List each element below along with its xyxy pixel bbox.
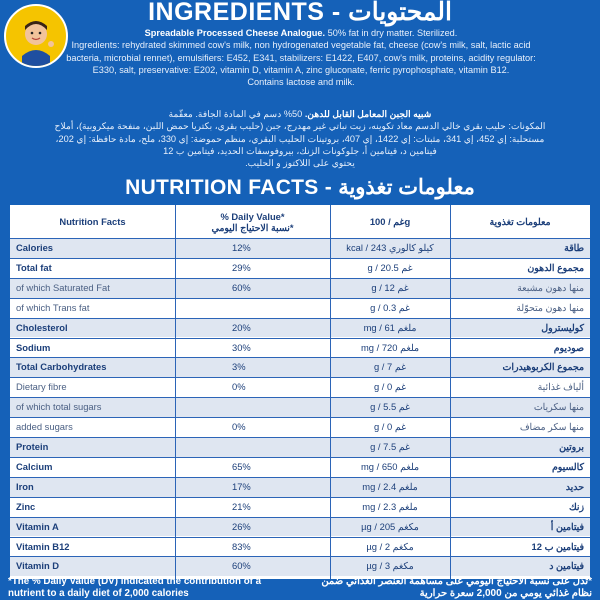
- table-row: [10, 238, 590, 258]
- nutrient-name-ar: فيتامين د: [549, 560, 584, 572]
- ingredients-english: [62, 27, 540, 88]
- nutrient-name-en: of which total sugars: [16, 401, 102, 413]
- daily-value: 20%: [232, 321, 251, 333]
- header-dv-en: % Daily Value*: [220, 210, 285, 222]
- nutrient-name-en: Vitamin B12: [16, 540, 70, 552]
- daily-value: 0%: [232, 381, 246, 393]
- nutrient-name-en: Calories: [16, 242, 53, 253]
- daily-value: 60%: [232, 560, 251, 572]
- daily-value: 29%: [232, 261, 251, 273]
- table-row: [10, 377, 590, 397]
- daily-value: 26%: [232, 520, 251, 532]
- footnote-ar: *تدل على نسبة الاحتياج اليومي على مساهمة العنصر الغذائي ضمن نظام غذائي يومي من 2,000 سعرة حرارية: [321, 576, 592, 599]
- nutrient-name-ar: بروتين: [559, 441, 584, 452]
- daily-value: 83%: [232, 540, 251, 552]
- table-row: [10, 556, 590, 576]
- amount-per-100g: غم 5.5 / g: [370, 401, 410, 413]
- amount-per-100g: مكغم 3 / µg: [366, 560, 414, 572]
- amount-per-100g: ملغم 2.4 / mg: [362, 480, 418, 492]
- product-desc-ar: 50% دسم في المادة الجافة. معقّمة: [168, 109, 303, 119]
- table-header: [10, 205, 590, 238]
- allergen-note-en: Contains lactose and milk.: [247, 77, 355, 88]
- ingredients-arabic: [52, 108, 548, 169]
- daily-value: 21%: [232, 500, 251, 512]
- nutrient-name-en: Vitamin A: [16, 520, 59, 532]
- daily-value: [175, 438, 330, 457]
- amount-per-100g: غم 7 / g: [373, 361, 406, 373]
- daily-value: 3%: [232, 361, 246, 373]
- nutrition-table: [10, 205, 590, 579]
- daily-value: [175, 398, 330, 417]
- product-desc-en: 50% fat in dry matter. Sterilized.: [327, 28, 458, 38]
- table-row: [10, 397, 590, 417]
- nutrient-name-en: Vitamin D: [16, 560, 60, 572]
- allergen-note-ar: يحتوي على اللاكتوز و الحليب.: [245, 158, 355, 169]
- header-facts-en: Nutrition Facts: [59, 216, 126, 227]
- product-name-en: Spreadable Processed Cheese Analogue.: [144, 28, 326, 38]
- amount-per-100g: غم 0.3 / g: [370, 301, 410, 313]
- daily-value: 30%: [232, 341, 251, 353]
- nutrient-name-ar: فيتامين ب 12: [531, 540, 584, 552]
- nutrient-name-en: Protein: [16, 441, 49, 452]
- nutrient-name-en: Total Carbohydrates: [16, 361, 107, 373]
- ingredients-list-ar: المكونات: حليب بقري خالي الدسم معاد تكوينه، زيت نباتي غير مهدرج، جبن (حليب بقري، بكتريا حمض اللبن، منفحة ميكروبية)، أملاح مستحلبة: إي 452، إي 341، مثبتات: إي 1422، إي 407، بروتينات الحليب البقري، منظم حموضة: إي 330، ملح، مادة حافظة: إي 202، فيتامين د، فيتامين أ، جلوكونات الزنك، بيروفوسفات الحديد، فيتامين ب 12: [54, 121, 546, 156]
- amount-per-100g: مكغم 205 / µg: [361, 520, 419, 532]
- table-row: [10, 278, 590, 298]
- nutrient-name-ar: منها دهون مشبعة: [517, 281, 584, 293]
- column-divider: [330, 205, 331, 579]
- nutrient-name-ar: صوديوم: [553, 341, 584, 353]
- nutrient-name-en: Iron: [16, 480, 34, 492]
- header-daily-value: [175, 205, 330, 238]
- table-row: [10, 258, 590, 278]
- nutrient-name-ar: مجموع الدهون: [527, 261, 584, 273]
- amount-per-100g: غم 7.5 / g: [370, 441, 410, 452]
- nutrient-name-en: added sugars: [16, 421, 73, 433]
- table-row: [10, 417, 590, 437]
- amount-per-100g: مكغم 2 / µg: [366, 540, 414, 552]
- nutrition-title: NUTRITION FACTS - معلومات تغذوية: [125, 176, 475, 199]
- nutrient-name-ar: حديد: [565, 480, 584, 492]
- amount-per-100g: كيلو كالوري 243 / kcal: [346, 242, 434, 253]
- daily-value: 17%: [232, 480, 251, 492]
- daily-value: 65%: [232, 460, 251, 472]
- daily-value: 12%: [232, 242, 251, 253]
- table-row: [10, 437, 590, 457]
- product-name-ar: شبيه الجبن المعامل القابل للدهن.: [304, 109, 432, 119]
- table-row: [10, 298, 590, 318]
- nutrient-name-en: Cholesterol: [16, 321, 68, 333]
- header-per-100g: غم / 100g: [369, 216, 411, 227]
- header-facts-ar: معلومات تغذوية: [489, 216, 551, 227]
- ingredients-list-en: Ingredients: rehydrated skimmed cow's milk, non hydrogenated vegetable fat, cheese (cow's milk, salt, lactic acid bacteria, microbial rennet), emulsifiers: E452, E341, stabilizers: E1422, E407, cow's milk, proteins, acidity regulator: E330, salt, preservative: E202, vitamin D, vitamin A, zinc gluconate, ferric pyrophosphate, vitamin B12.: [66, 40, 536, 75]
- amount-per-100g: غم 0 / g: [373, 421, 406, 433]
- table-row: [10, 537, 590, 557]
- amount-per-100g: ملغم 650 / mg: [360, 460, 419, 472]
- amount-per-100g: ملغم 2.3 / mg: [362, 500, 418, 512]
- table-row: [10, 357, 590, 377]
- column-divider: [450, 205, 451, 579]
- daily-value: [175, 299, 330, 318]
- amount-per-100g: غم 20.5 / g: [367, 261, 413, 273]
- nutrient-name-en: of which Saturated Fat: [16, 281, 110, 293]
- ingredients-title: INGREDIENTS - المحتويات: [148, 0, 452, 26]
- nutrient-name-ar: منها دهون متحوّلة: [516, 301, 584, 313]
- table-row: [10, 338, 590, 358]
- table-row: [10, 318, 590, 338]
- nutrient-name-ar: طاقة: [564, 242, 584, 253]
- amount-per-100g: غم 12 / g: [371, 281, 409, 293]
- nutrient-name-ar: كالسيوم: [551, 460, 584, 472]
- table-row: [10, 457, 590, 477]
- nutrient-name-en: Dietary fibre: [16, 381, 67, 393]
- table-row: [10, 477, 590, 497]
- table-row: [10, 517, 590, 537]
- column-divider: [175, 205, 176, 579]
- nutrient-name-ar: مجموع الكربوهيدرات: [502, 361, 584, 373]
- amount-per-100g: غم 0 / g: [373, 381, 406, 393]
- daily-value: 0%: [232, 421, 246, 433]
- nutrient-name-ar: منها سكر مضاف: [519, 421, 584, 433]
- nutrient-name-en: Calcium: [16, 460, 53, 472]
- nutrient-name-ar: كوليسترول: [541, 321, 584, 333]
- nutrient-name-ar: فيتامين أ: [550, 520, 584, 532]
- amount-per-100g: ملغم 720 / mg: [360, 341, 419, 353]
- nutrient-name-ar: ألياف غذائية: [537, 381, 584, 393]
- nutrient-name-en: Sodium: [16, 341, 51, 353]
- footnote-en: *The % Daily Value (DV) indicated the contribution of a nutrient to a daily diet of 2,000 calories: [8, 576, 262, 599]
- table-row: [10, 497, 590, 517]
- header-dv-ar: نسبة الاحتياج اليومي*: [211, 221, 294, 233]
- nutrient-name-en: Total fat: [16, 261, 52, 273]
- amount-per-100g: ملغم 61 / mg: [363, 321, 417, 333]
- nutrient-name-ar: زنك: [568, 500, 584, 512]
- nutrient-name-en: Zinc: [16, 500, 36, 512]
- nutrient-name-ar: منها سكريات: [533, 401, 584, 413]
- nutrient-name-en: of which Trans fat: [16, 301, 90, 313]
- daily-value: 60%: [232, 281, 251, 293]
